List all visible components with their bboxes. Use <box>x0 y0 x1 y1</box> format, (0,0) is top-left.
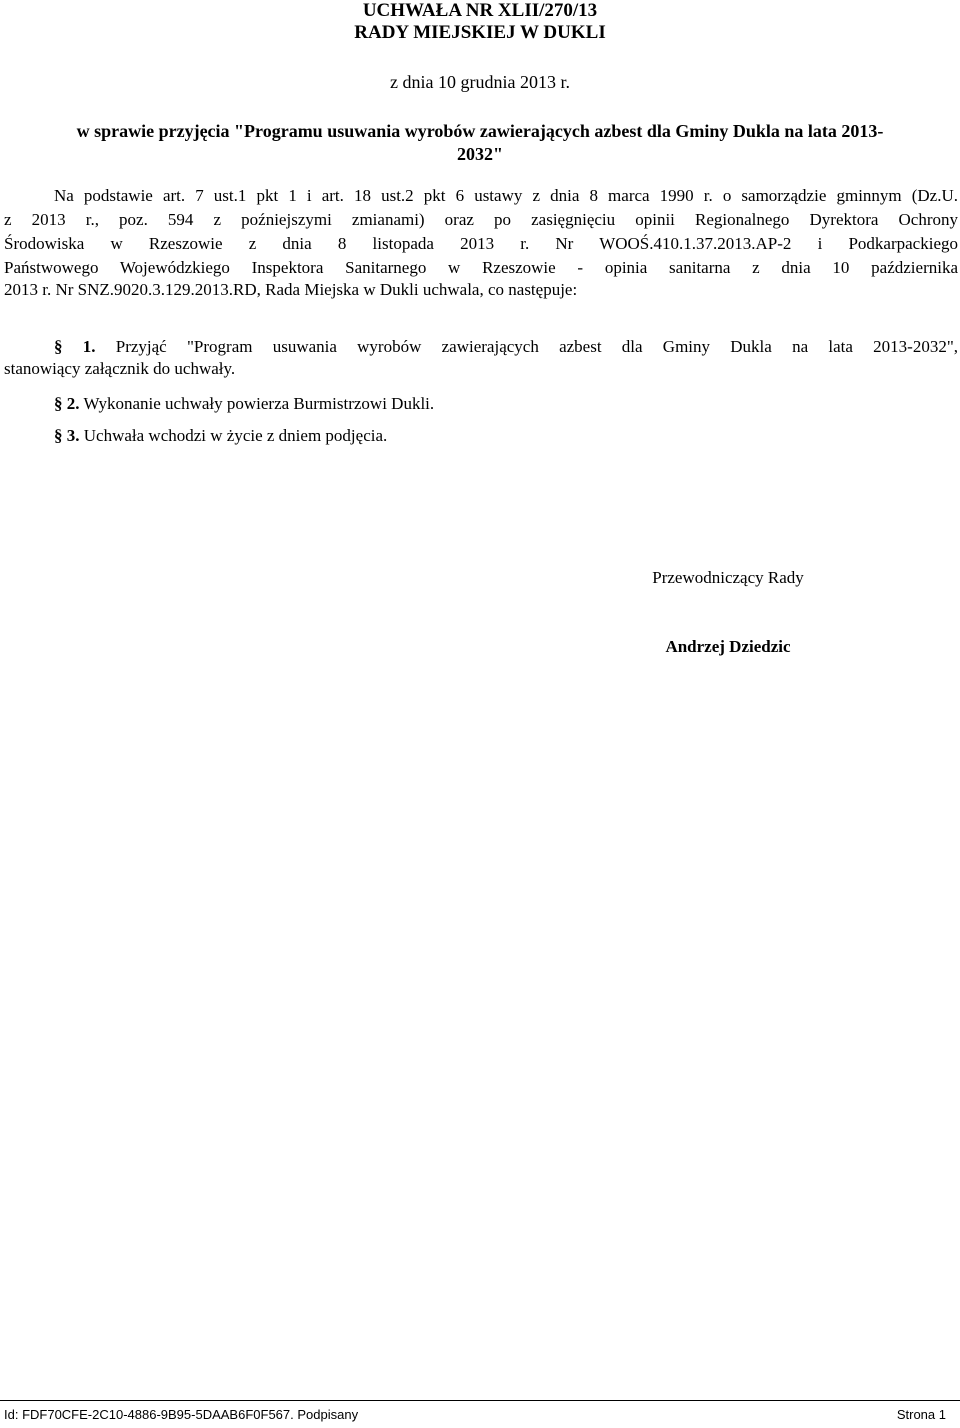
preamble-line-4: Państwowego Wojewódzkiego Inspektora Sanitarnego w Rzeszowie - opinia sanitarna z dnia 10 października <box>4 258 958 277</box>
paragraph-1-line-2: stanowiący załącznik do uchwały. <box>4 359 236 378</box>
footer-document-id: Id: FDF70CFE-2C10-4886-9B95-5DAAB6F0F567. Podpisany <box>4 1407 359 1422</box>
paragraph-1-number: § 1. <box>54 337 96 356</box>
preamble-line-1: Na podstawie art. 7 ust.1 pkt 1 i art. 18 ust.2 pkt 6 ustawy z dnia 8 marca 1990 r. o samorządzie gminnym (Dz.U. <box>54 186 958 205</box>
resolution-title-line-2: RADY MIEJSKIEJ W DUKLI <box>354 22 606 43</box>
preamble-line-3: Środowiska w Rzeszowie z dnia 8 listopada 2013 r. Nr WOOŚ.410.1.37.2013.AP-2 i Podkarpackiego <box>4 234 958 253</box>
paragraph-3 <box>54 425 387 447</box>
paragraph-1-text: Przyjąć "Program usuwania wyrobów zawierających azbest dla Gminy Dukla na lata 2013-2032", <box>115 337 959 356</box>
paragraph-3-number: § 3. <box>54 426 80 445</box>
footer-divider <box>0 1400 960 1401</box>
paragraph-3-text: Uchwała wchodzi w życie z dniem podjęcia. <box>83 426 388 445</box>
signature-role: Przewodniczący Rady <box>652 568 804 587</box>
paragraph-2-text: Wykonanie uchwały powierza Burmistrzowi Dukli. <box>83 394 435 413</box>
resolution-subject-line-2: 2032" <box>457 144 503 164</box>
signature-name: Andrzej Dziedzic <box>665 637 791 656</box>
paragraph-2-number: § 2. <box>54 394 80 413</box>
preamble-line-2: z 2013 r., poz. 594 z poźniejszymi zmianami) oraz po zasięgnięciu opinii Regionalnego Dyrektora Ochrony <box>4 210 958 229</box>
resolution-date: z dnia 10 grudnia 2013 r. <box>390 72 570 92</box>
paragraph-1-line-1 <box>54 336 958 358</box>
resolution-title-line-1: UCHWAŁA NR XLII/270/13 <box>362 0 598 21</box>
preamble-line-5: 2013 r. Nr SNZ.9020.3.129.2013.RD, Rada Miejska w Dukli uchwala, co następuje: <box>4 280 578 299</box>
footer-page-number: Strona 1 <box>896 1407 946 1422</box>
paragraph-2 <box>54 393 434 415</box>
resolution-subject-line-1: w sprawie przyjęcia "Programu usuwania wyrobów zawierających azbest dla Gminy Dukla na lata 2013- <box>76 121 884 141</box>
